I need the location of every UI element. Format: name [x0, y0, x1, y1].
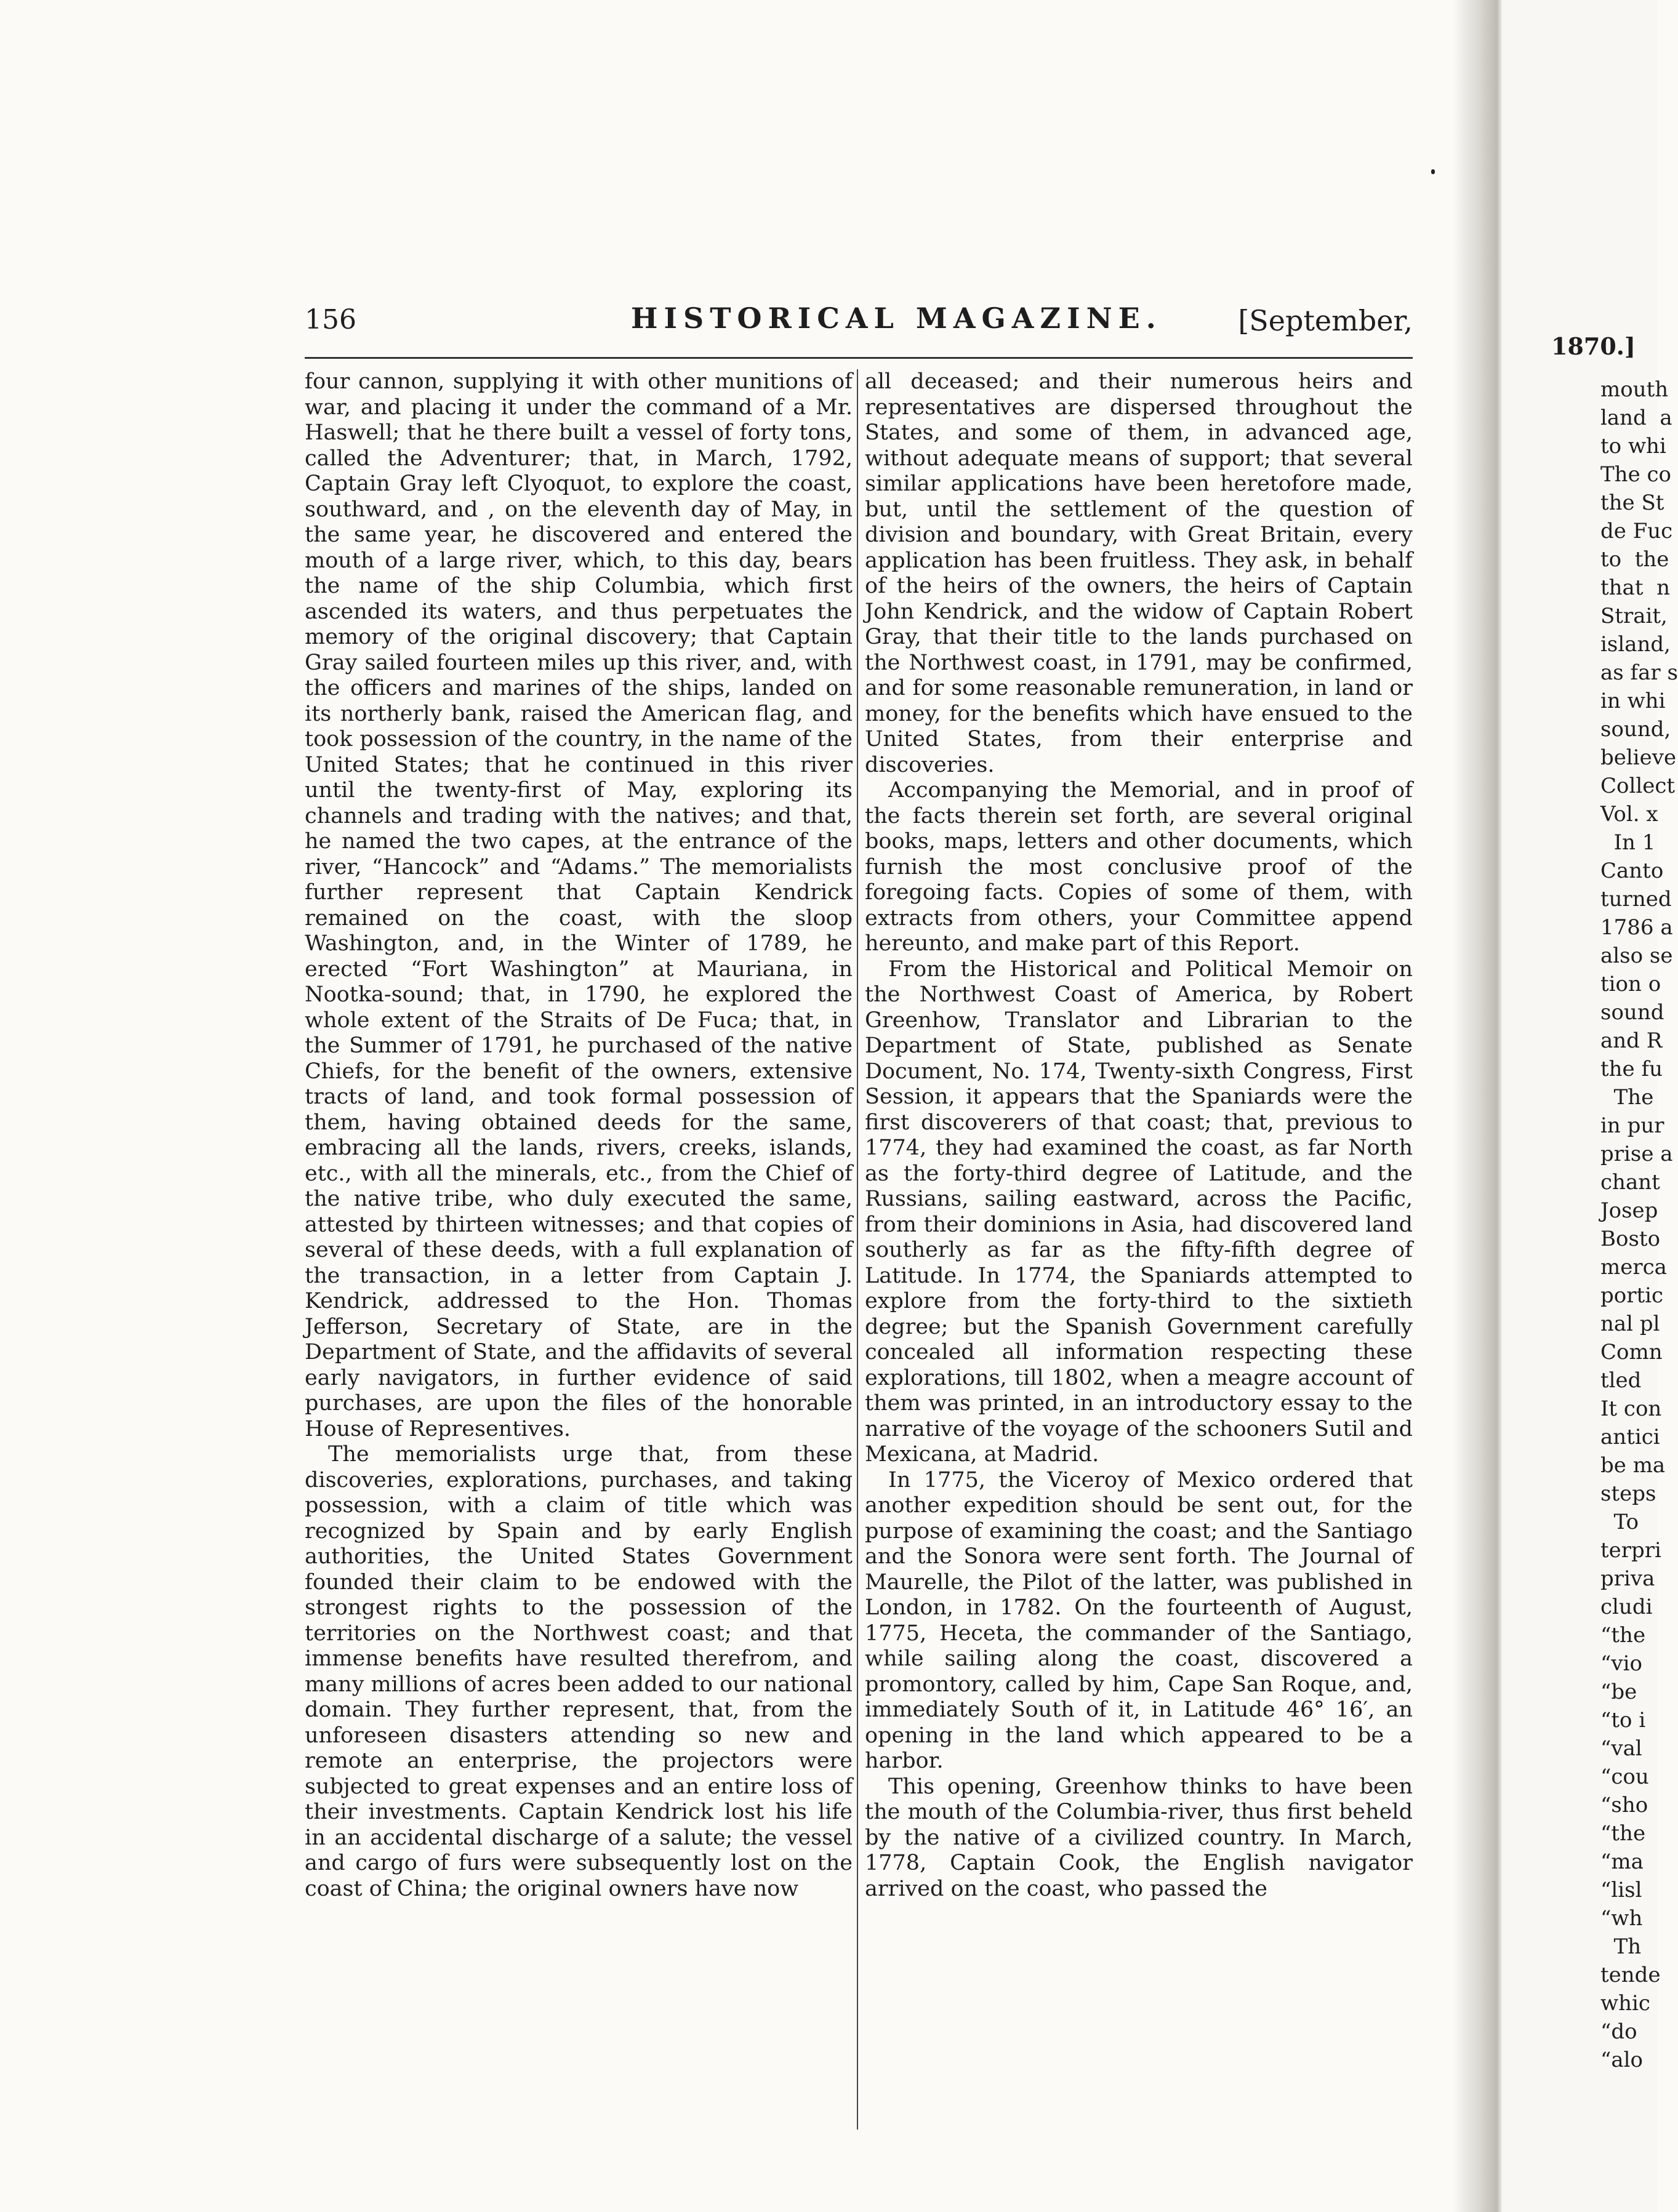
paragraph: four cannon, supplying it with other munitions of war, and placing it under the command of a Mr. Haswell; that he there built a vessel of forty tons, called the Adventurer; that, in March, 1792, Captain Gray left Clyoquot, to explore the coast, southward, and , on the eleventh day of May, in the same year, he discovered and entered the mouth of a large river, which, to this day, bears the name of the ship Columbia, which first ascended its waters, and thus perpetuates the memory of the original discovery; that Captain Gray sailed fourteen miles up this river, and, with the officers and marines of the ships, landed on its northerly bank, raised the American flag, and took possession of the country, in the name of the United States; that he continued in this river until the twenty-first of May, exploring its channels and trading with the natives; and that, he named the two capes, at the entrance of the river, “Hancock” and “Adams.” The memorialists further represent that Captain Kendrick remained on the coast, with the sloop Washington, and, in the Winter of 1789, he erected “Fort Washington” at Mauriana, in Nootka-sound; that, in 1790, he explored the whole extent of the Straits of De Fuca; that, in the Summer of 1791, he purchased of the native Chiefs, for the benefit of the owners, extensive tracts of land, and took formal possession of them, having obtained deeds for the same, embracing all the lands, rivers, creeks, islands, etc., with all the minerals, etc., from the Chief of the native tribe, who duly executed the same, attested by thirteen witnesses; and that copies of several of these deeds, with a full explanation of the transaction, in a letter from Captain J. Kendrick, addressed to the Hon. Thomas Jefferson, Secretary of State, are in the Department of State, and the affidavits of several early navigators, in further evidence of said purchases, are upon the files of the honorable House of Representives.	[305, 369, 853, 1441]
paragraph: Accompanying the Memorial, and in proof of the facts therein set forth, are several original books, maps, letters and other documents, which furnish the most conclusive proof of the foregoing facts. Copies of some of them, with extracts from others, your Committee append hereunto, and make part of this Report.	[865, 778, 1413, 956]
page-number: 156	[305, 304, 356, 335]
page-header	[305, 304, 1413, 341]
facing-page-header: 1870.]	[1551, 332, 1636, 360]
paragraph: all deceased; and their numerous heirs and representatives are dispersed throughout the States, and some of them, in advanced age, without adequate means of support; that several similar applications have been heretofore made, but, until the settlement of the question of division and boundary, with Great Britain, every application has been fruitless. They ask, in behalf of the heirs of the owners, the heirs of Captain John Kendrick, and the widow of Captain Robert Gray, that their title to the lands purchased on the Northwest coast, in 1791, may be confirmed, and for some reasonable remuneration, in land or money, for the benefits which have ensued to the United States, from their enterprise and discoveries.	[865, 369, 1413, 777]
right-column	[865, 369, 1413, 1902]
facing-page	[1502, 0, 1678, 2212]
paragraph: The memorialists urge that, from these discoveries, explorations, purchases, and taking possession, with a claim of title which was recognized by Spain and by early English authorities, the United States Government founded their claim to be endowed with the strongest rights to the possession of the territories on the Northwest coast; and that immense benefits have resulted therefrom, and many millions of acres been added to our national domain. They further represent, that, from the unforeseen disasters attending so new and remote an enterprise, the projectors were subjected to great expenses and an entire loss of their investments. Captain Kendrick lost his life in an accidental discharge of a salute; the vessel and cargo of furs were subsequently lost on the coast of China; the original owners have now	[305, 1442, 853, 1901]
book-gutter	[1453, 0, 1502, 2212]
paragraph: From the Historical and Political Memoir on the Northwest Coast of America, by Robert Greenhow, Translator and Librarian to the Department of State, published as Senate Document, No. 174, Twenty-sixth Congress, First Session, it appears that the Spaniards were the first discoverers of that coast; that, previous to 1774, they had examined the coast, as far North as the forty-third degree of Latitude, and the Russians, sailing eastward, across the Pacific, from their dominions in Asia, had discovered land southerly as far as the fifty-fifth degree of Latitude. In 1774, the Spaniards attempted to explore from the forty-third to the sixtieth degree; but the Spanish Government carefully concealed all information respecting these explorations, till 1802, when a meagre account of them was printed, in an introductory essay to the narrative of the voyage of the schooners Sutil and Mexicana, at Madrid.	[865, 956, 1413, 1467]
ink-speck	[1431, 169, 1435, 174]
running-title: HISTORICAL MAGAZINE.	[631, 302, 1162, 335]
left-column	[305, 369, 853, 1902]
header-rule	[305, 357, 1413, 359]
running-month: [September,	[1238, 304, 1413, 337]
paragraph: This opening, Greenhow thinks to have been the mouth of the Columbia-river, thus first beheld by the native of a civilized country. In March, 1778, Captain Cook, the English navigator arrived on the coast, who passed the	[865, 1774, 1413, 1901]
column-divider	[857, 369, 858, 2130]
paragraph: In 1775, the Viceroy of Mexico ordered that another expedition should be sent out, for the purpose of examining the coast; and the Santiago and the Sonora were sent forth. The Journal of Maurelle, the Pilot of the latter, was published in London, in 1782. On the fourteenth of August, 1775, Heceta, the commander of the Santiago, while sailing along the coast, discovered a promontory, called by him, Cape San Roque, and, immediately South of it, in Latitude 46° 16′, an opening in the land which appeared to be a harbor.	[865, 1467, 1413, 1773]
facing-page-text: mouth land a to whi The co the St de Fuc to the that n Strait, island, as far s in whi sound, believe Collect Vol. x In 1 Canto turned 1786 a also se tion o sound and R the fu The in pur prise a chant Josep Bosto merca portic nal pl Comn tled It con antici be ma steps To terpri priva cludi “the “vio “be “to i “val “cou “sho “the “ma “lisl “wh Th tende whic “do “alo	[1600, 377, 1678, 2072]
